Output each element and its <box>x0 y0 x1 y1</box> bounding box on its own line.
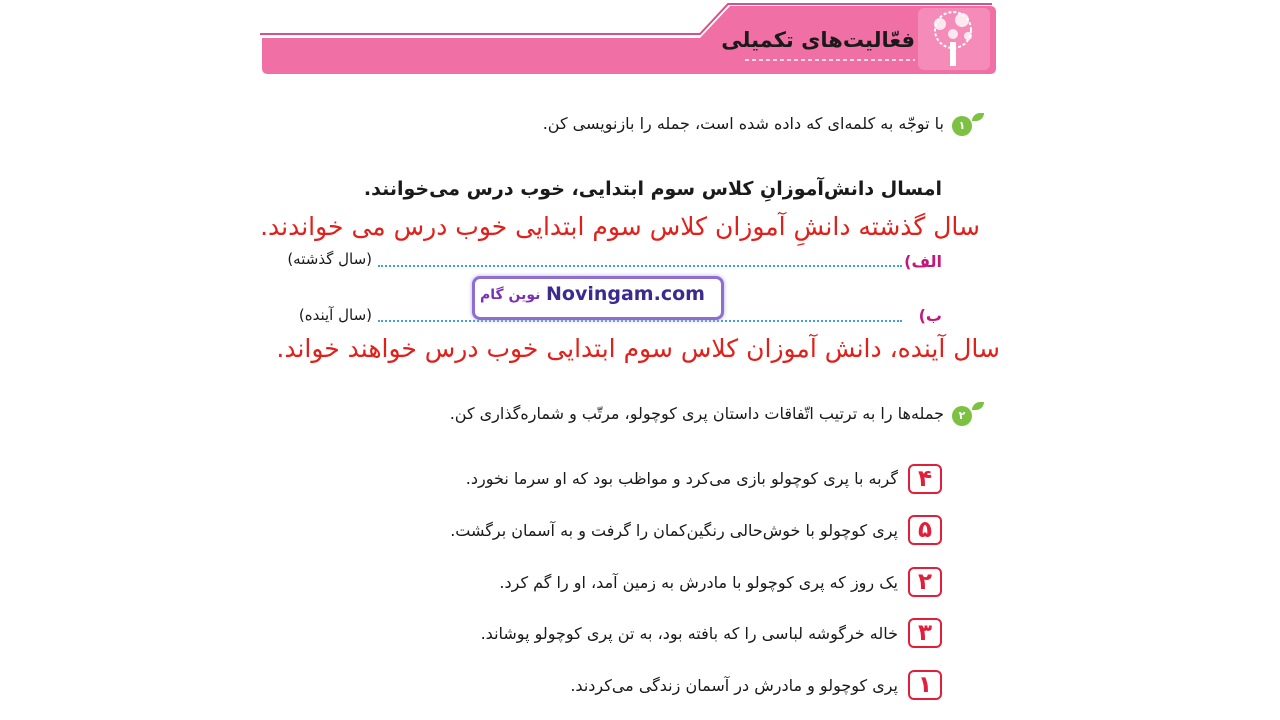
story-item: خاله خرگوشه لباسی را که بافته بود، به تن پری کوچولو پوشاند. <box>480 624 898 643</box>
story-item: پری کوچولو و مادرش در آسمان زندگی می‌کردند. <box>570 676 898 695</box>
question-2-instruction: جمله‌ها را به ترتیب اتّفاقات داستان پری کوچولو، مرتّب و شماره‌گذاری کن. <box>449 404 944 423</box>
hint-a: (سال گذشته) <box>287 250 372 268</box>
story-item: گربه با پری کوچولو بازی می‌کرد و مواظب بود که او سرما نخورد. <box>465 469 898 488</box>
answer-line-b[interactable] <box>378 320 902 322</box>
watermark-domain: Novingam.com <box>546 283 705 305</box>
question-1-instruction: با توجّه به کلمه‌ای که داده شده است، جمله را بازنویسی کن. <box>542 114 944 133</box>
label-a: الف) <box>904 252 942 271</box>
leaf-icon <box>972 402 984 410</box>
order-number-box[interactable]: ۴ <box>908 464 942 494</box>
story-item: پری کوچولو با خوش‌حالی رنگین‌کمان را گرفت و به آسمان برگشت. <box>450 521 898 540</box>
answer-a-text: سال گذشته دانشِ آموزان کلاس سوم ابتدایی خوب درس می خواندند. <box>260 212 980 241</box>
question-number-badge: ۱ <box>952 116 972 136</box>
order-number-box[interactable]: ۵ <box>908 515 942 545</box>
order-number-box[interactable]: ۲ <box>908 567 942 597</box>
leaf-icon <box>972 113 984 121</box>
story-item: یک روز که پری کوچولو با مادرش به زمین آمد، او را گم کرد. <box>499 573 898 592</box>
label-b: ب) <box>918 306 942 325</box>
watermark-brand: نوین گام <box>480 287 541 303</box>
source-sentence: امسال دانش‌آموزانِ کلاس سوم ابتدایی، خوب درس می‌خوانند. <box>363 178 942 200</box>
page-title: فعّالیت‌های تکمیلی <box>721 28 915 52</box>
answer-line-a[interactable] <box>378 265 902 267</box>
hint-b: (سال آینده) <box>298 306 372 324</box>
answer-b-text: سال آینده، دانش آموزان کلاس سوم ابتدایی خوب درس خواهند خواند. <box>276 334 1000 363</box>
header-banner <box>0 0 1280 80</box>
tree-icon <box>918 8 990 70</box>
order-number-box[interactable]: ۳ <box>908 618 942 648</box>
order-number-box[interactable]: ۱ <box>908 670 942 700</box>
question-number-badge: ۲ <box>952 406 972 426</box>
